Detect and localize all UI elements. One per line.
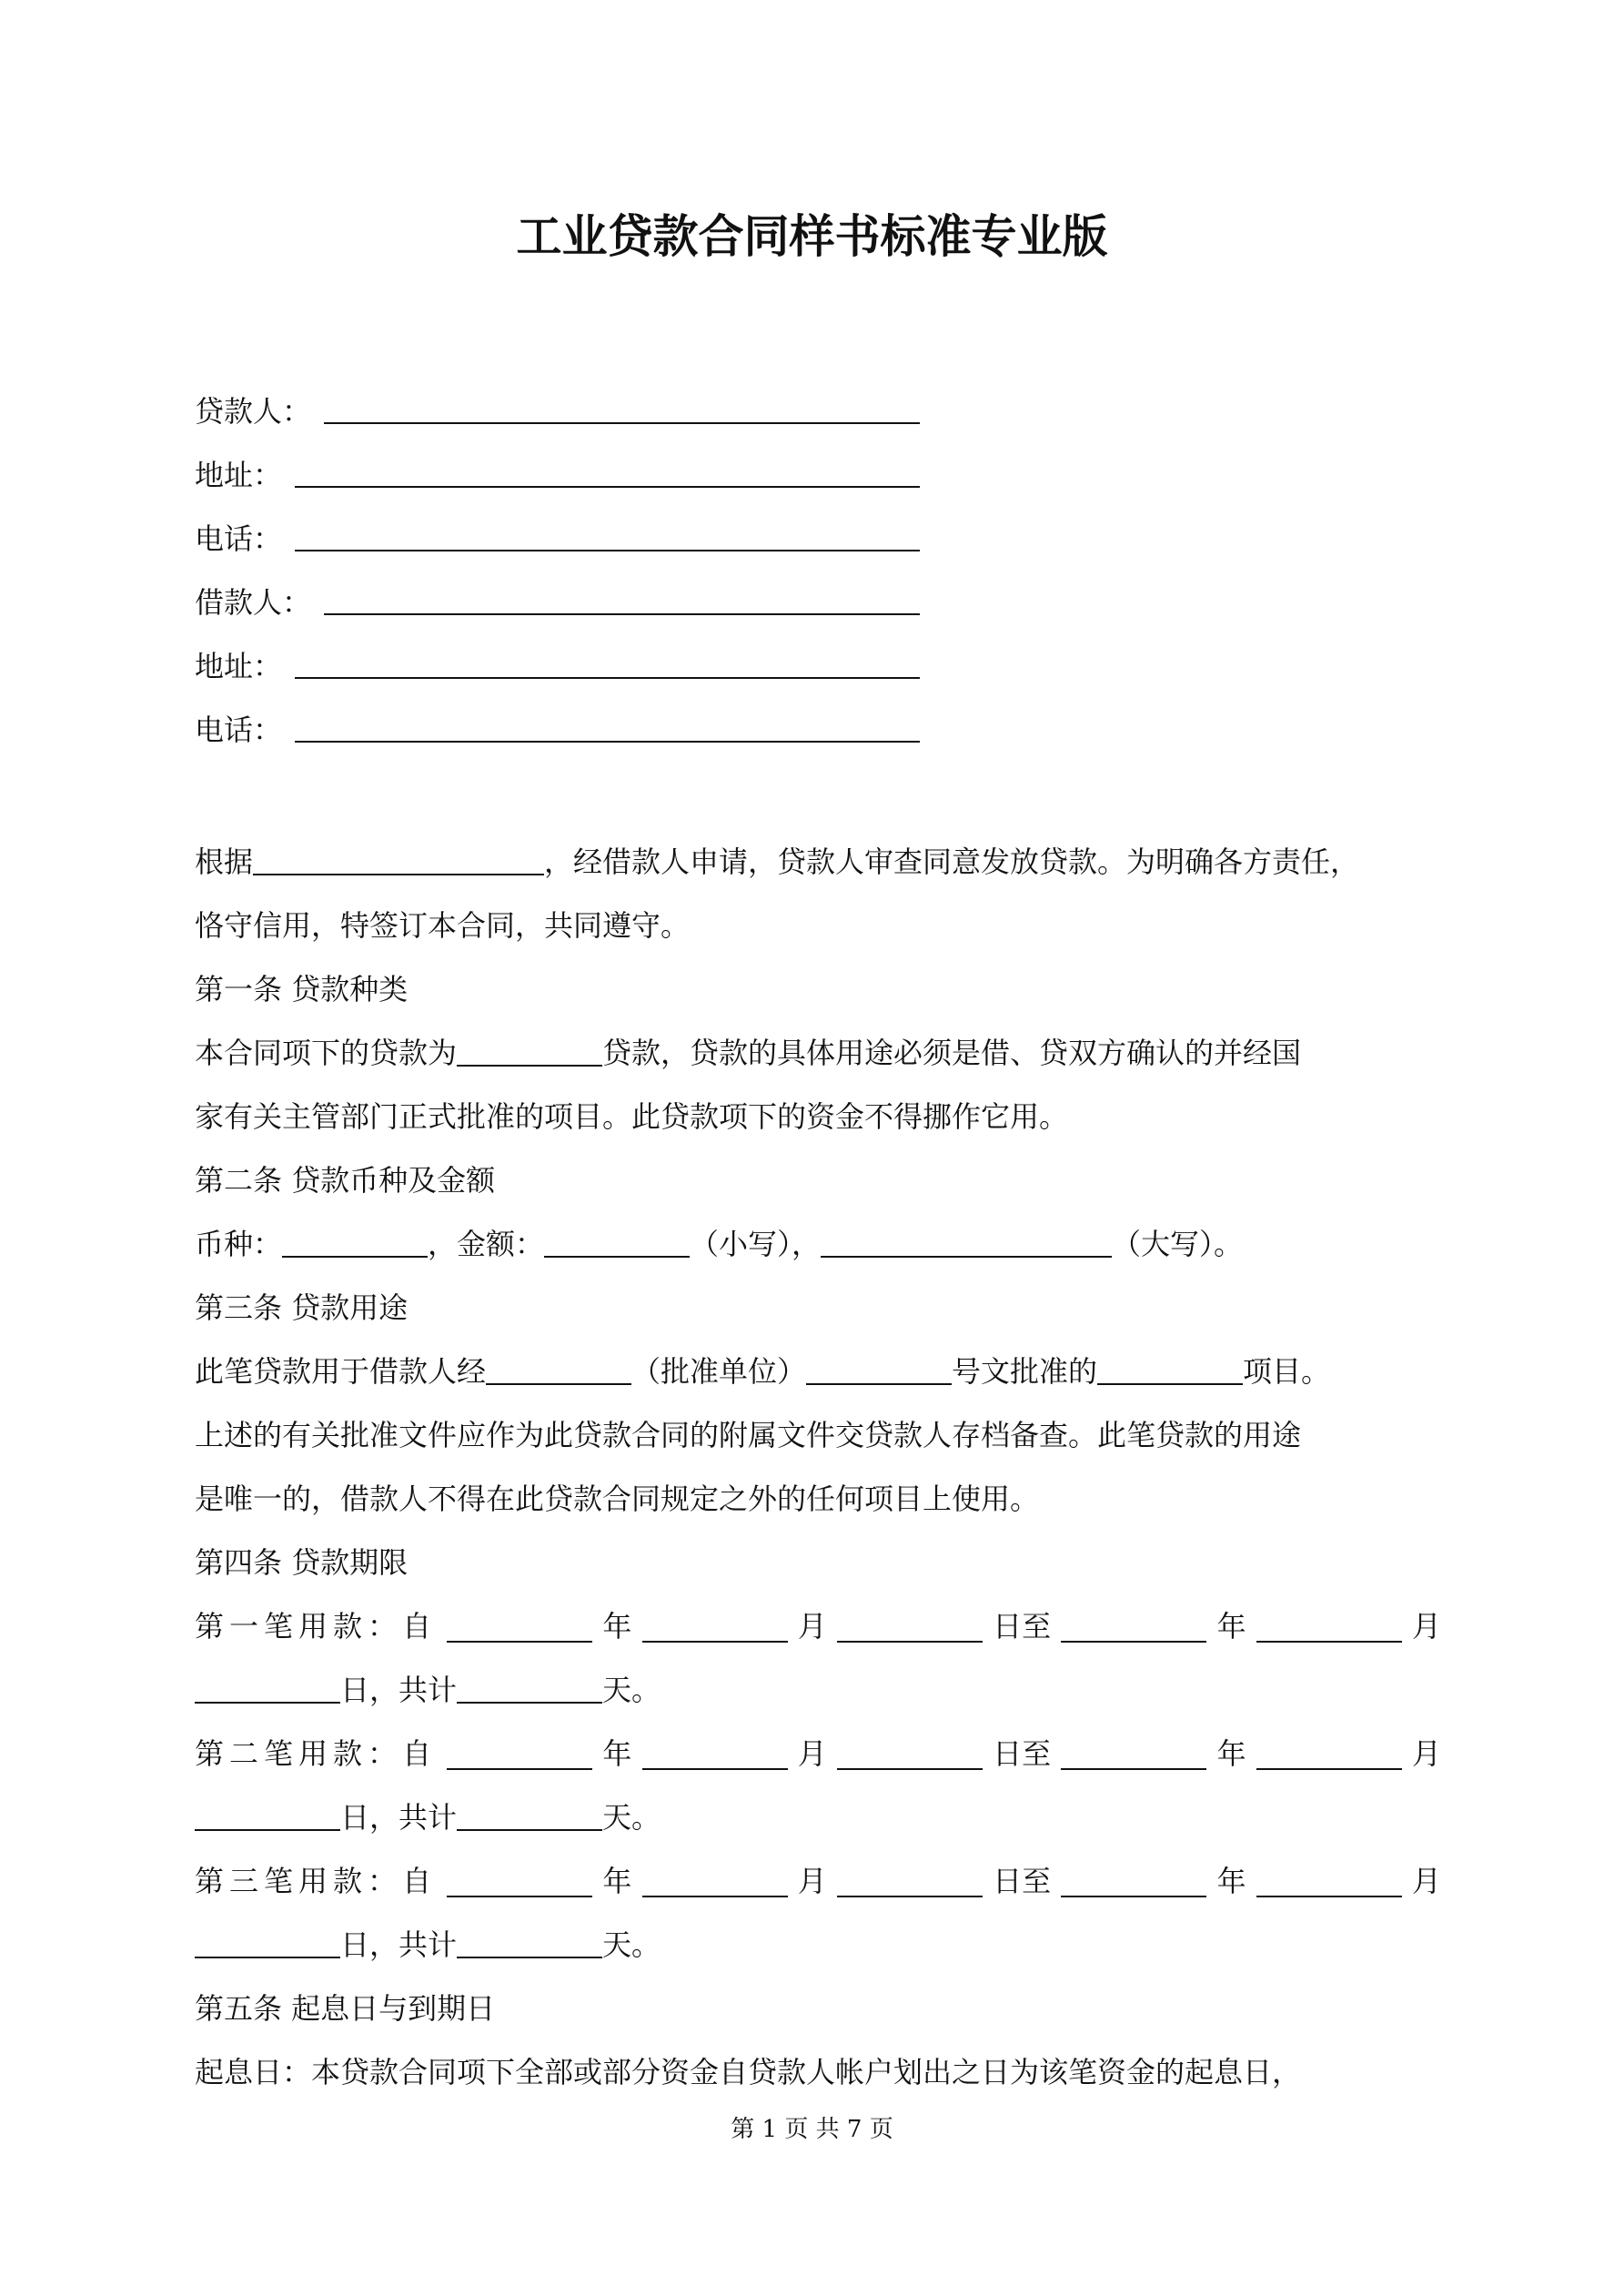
draw-3-line-1 bbox=[195, 1849, 1441, 1913]
page-title: 工业贷款合同样书标准专业版 bbox=[516, 210, 1108, 263]
draw-2-start-month[interactable] bbox=[642, 1737, 788, 1770]
year-label: 年 bbox=[602, 1609, 632, 1644]
draw-2-start-year[interactable] bbox=[447, 1737, 592, 1770]
days-label: 天。 bbox=[602, 1800, 661, 1835]
approver-blank[interactable] bbox=[486, 1352, 631, 1385]
month-label: 月 bbox=[1411, 1736, 1441, 1771]
month-label: 月 bbox=[797, 1609, 827, 1644]
draw-3-end-year[interactable] bbox=[1061, 1865, 1206, 1897]
day-total-label: 日，共计 bbox=[340, 1800, 458, 1835]
big-label: （大写）。 bbox=[1112, 1227, 1244, 1261]
month-label: 月 bbox=[1411, 1609, 1441, 1644]
draw-2-end-month[interactable] bbox=[1256, 1737, 1402, 1770]
day-total-label: 日，共计 bbox=[340, 1673, 458, 1707]
days-label: 天。 bbox=[602, 1673, 661, 1707]
currency-blank[interactable] bbox=[282, 1225, 428, 1258]
draw-3-start-month[interactable] bbox=[642, 1865, 788, 1897]
doc-number-blank[interactable] bbox=[806, 1352, 952, 1385]
amount-label: ，金额： bbox=[428, 1227, 545, 1261]
lender-address-label: 地址： bbox=[195, 458, 283, 492]
preamble-line-1 bbox=[195, 830, 1441, 894]
year-label: 年 bbox=[602, 1864, 632, 1898]
draw-2-label: 第二笔用款：自 bbox=[195, 1736, 438, 1771]
article-3-line-3: 是唯一的，借款人不得在此贷款合同规定之外的任何项目上使用。 bbox=[195, 1482, 1040, 1516]
preamble-line-2: 恪守信用，特签订本合同，共同遵守。 bbox=[195, 908, 691, 943]
page-footer: 第 1 页 共 7 页 bbox=[731, 2116, 893, 2143]
day-to-label: 日至 bbox=[993, 1864, 1052, 1898]
day-total-label: 日，共计 bbox=[340, 1927, 458, 1962]
party-lender-address-row bbox=[195, 455, 923, 495]
lender-phone-label: 电话： bbox=[195, 521, 283, 556]
draw-2-days[interactable] bbox=[457, 1798, 602, 1831]
draw-1-end-month[interactable] bbox=[1256, 1610, 1402, 1643]
draw-1-start-year[interactable] bbox=[447, 1610, 592, 1643]
year-label: 年 bbox=[1216, 1864, 1246, 1898]
article-3-heading: 第三条 贷款用途 bbox=[195, 1290, 409, 1325]
year-label: 年 bbox=[1216, 1609, 1246, 1644]
article-3-text-d: 项目。 bbox=[1243, 1354, 1331, 1389]
article-2-heading: 第二条 贷款币种及金额 bbox=[195, 1163, 496, 1198]
article-1-line-2: 家有关主管部门正式批准的项目。此贷款项下的资金不得挪作它用。 bbox=[195, 1099, 1069, 1134]
borrower-phone-blank[interactable] bbox=[295, 710, 920, 743]
article-3-text-c: 号文批准的 bbox=[952, 1354, 1098, 1389]
draw-1-end-day[interactable] bbox=[195, 1671, 340, 1704]
party-borrower-address-row bbox=[195, 646, 923, 686]
draw-1-line-1 bbox=[195, 1594, 1441, 1658]
draw-3-start-year[interactable] bbox=[447, 1865, 592, 1897]
article-1-heading: 第一条 贷款种类 bbox=[195, 972, 409, 1006]
year-label: 年 bbox=[1216, 1736, 1246, 1771]
basis-blank[interactable] bbox=[253, 843, 544, 875]
article-5-heading: 第五条 起息日与到期日 bbox=[195, 1991, 496, 2026]
party-lender-phone-row bbox=[195, 519, 923, 559]
draw-1-start-day[interactable] bbox=[837, 1610, 983, 1643]
borrower-phone-label: 电话： bbox=[195, 713, 283, 747]
draw-1-days[interactable] bbox=[457, 1671, 602, 1704]
amount-big-blank[interactable] bbox=[821, 1225, 1112, 1258]
month-label: 月 bbox=[797, 1736, 827, 1771]
draw-3-days[interactable] bbox=[457, 1926, 602, 1958]
lender-blank[interactable] bbox=[324, 391, 920, 424]
article-1-text-b: 贷款，贷款的具体用途必须是借、贷双方确认的并经国 bbox=[602, 1036, 1302, 1070]
days-label: 天。 bbox=[602, 1927, 661, 1962]
month-label: 月 bbox=[797, 1864, 827, 1898]
lender-phone-blank[interactable] bbox=[295, 519, 920, 551]
draw-3-end-month[interactable] bbox=[1256, 1865, 1402, 1897]
draw-1-end-year[interactable] bbox=[1061, 1610, 1206, 1643]
preamble-start: 根据 bbox=[195, 845, 254, 879]
draw-1-line-2 bbox=[195, 1658, 661, 1722]
lender-address-blank[interactable] bbox=[295, 455, 920, 488]
borrower-label: 借款人： bbox=[195, 585, 312, 620]
party-borrower-phone-row bbox=[195, 710, 923, 750]
amount-small-blank[interactable] bbox=[544, 1225, 690, 1258]
currency-label: 币种： bbox=[195, 1227, 283, 1261]
article-3-text-a: 此笔贷款用于借款人经 bbox=[195, 1354, 487, 1389]
draw-3-start-day[interactable] bbox=[837, 1865, 983, 1897]
project-blank[interactable] bbox=[1097, 1352, 1243, 1385]
article-3-text-b: （批准单位） bbox=[631, 1354, 807, 1389]
draw-2-line-1 bbox=[195, 1722, 1441, 1785]
party-borrower-row bbox=[195, 582, 923, 622]
draw-1-start-month[interactable] bbox=[642, 1610, 788, 1643]
draw-2-line-2 bbox=[195, 1785, 661, 1849]
draw-1-label: 第一笔用款：自 bbox=[195, 1609, 438, 1644]
article-5-line-1: 起息日：本贷款合同项下全部或部分资金自贷款人帐户划出之日为该笔资金的起息日， bbox=[195, 2055, 1302, 2089]
draw-2-end-year[interactable] bbox=[1061, 1737, 1206, 1770]
draw-3-end-day[interactable] bbox=[195, 1926, 340, 1958]
article-3-line-2: 上述的有关批准文件应作为此贷款合同的附属文件交贷款人存档备查。此笔贷款的用途 bbox=[195, 1418, 1302, 1452]
article-1-line-1 bbox=[195, 1021, 1441, 1085]
borrower-blank[interactable] bbox=[324, 582, 920, 615]
article-3-line-1 bbox=[195, 1340, 1441, 1403]
month-label: 月 bbox=[1411, 1864, 1441, 1898]
preamble-rest: ，经借款人申请，贷款人审查同意发放贷款。为明确各方责任， bbox=[544, 845, 1360, 879]
day-to-label: 日至 bbox=[993, 1609, 1052, 1644]
small-label: （小写）， bbox=[690, 1227, 822, 1261]
borrower-address-blank[interactable] bbox=[295, 646, 920, 679]
year-label: 年 bbox=[602, 1736, 632, 1771]
draw-3-label: 第三笔用款：自 bbox=[195, 1864, 438, 1898]
borrower-address-label: 地址： bbox=[195, 649, 283, 683]
draw-2-end-day[interactable] bbox=[195, 1798, 340, 1831]
day-to-label: 日至 bbox=[993, 1736, 1052, 1771]
article-4-heading: 第四条 贷款期限 bbox=[195, 1545, 409, 1580]
loan-type-blank[interactable] bbox=[457, 1034, 602, 1067]
draw-3-line-2 bbox=[195, 1913, 661, 1977]
article-2-line-1 bbox=[195, 1212, 1243, 1276]
article-1-text-a: 本合同项下的贷款为 bbox=[195, 1036, 458, 1070]
draw-2-start-day[interactable] bbox=[837, 1737, 983, 1770]
lender-label: 贷款人： bbox=[195, 394, 312, 429]
party-lender-row bbox=[195, 391, 923, 431]
